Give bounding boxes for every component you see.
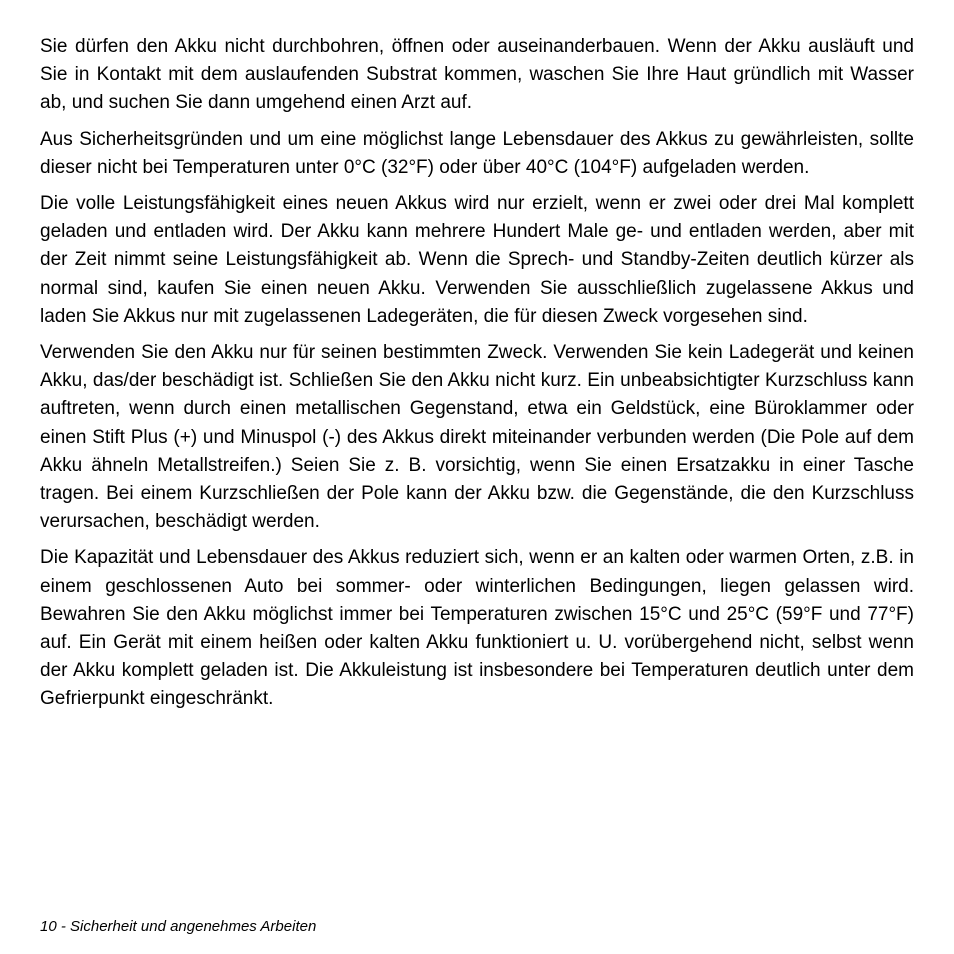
paragraph-battery-performance: Die volle Leistungsfähigkeit eines neuen Akkus wird nur erzielt, wenn er zwei oder drei Mal komplett geladen und entladen wird. Der Akku kann mehrere Hundert Male ge- und entladen werden, aber mit der Zeit nimmt seine Leistungsfähigkeit ab. Wenn die Sprech- und Standby-Zeiten deutlich kürzer als normal sind, kaufen Sie einen neuen Akku. Verwenden Sie ausschließlich zugelassene Akkus und laden Sie Akkus nur mit zugelassenen Ladegeräten, die für diesen Zweck vorgesehen sind. — [40, 193, 914, 327]
paragraph-charging-temperature: Aus Sicherheitsgründen und um eine möglichst lange Lebensdauer des Akkus zu gewährleisten, sollte dieser nicht bei Temperaturen unter 0°C (32°F) oder über 40°C (104°F) aufgeladen werden. — [40, 128, 914, 178]
paragraph-capacity-temperature: Die Kapazität und Lebensdauer des Akkus reduziert sich, wenn er an kalten oder warmen Orten, z.B. in einem geschlossenen Auto bei sommer- oder winterlichen Bedingungen, liegen gelassen wird. Bewahren Sie den Akku möglichst immer bei Temperaturen zwischen 15°C und 25°C (59°F und 77°F) auf. Ein Gerät mit einem heißen oder kalten Akku funktioniert u. U. vorübergehend nicht, selbst wenn der Akku komplett geladen ist. Die Akkuleistung ist insbesondere bei Temperaturen deutlich unter dem Gefrierpunkt eingeschränkt. — [40, 547, 914, 710]
document-body — [40, 33, 914, 722]
paragraph-short-circuit: Verwenden Sie den Akku nur für seinen bestimmten Zweck. Verwenden Sie kein Ladegerät und keinen Akku, das/der beschädigt ist. Schließen Sie den Akku nicht kurz. Ein unbeabsichtigter Kurzschluss kann auftreten, wenn durch einen metallischen Gegenstand, etwa ein Geldstück, eine Büroklammer oder einen Stift Plus (+) und Minuspol (-) des Akkus direkt miteinander verbunden werden (Die Pole auf dem Akku ähneln Metallstreifen.) Seien Sie z. B. vorsichtig, wenn Sie einen Ersatzakku in einer Tasche tragen. Bei einem Kurzschließen der Pole kann der Akku bzw. die Gegenstände, die den Kurzschluss verursachen, beschädigt werden. — [40, 342, 914, 533]
page-footer: 10 - Sicherheit und angenehmes Arbeiten — [40, 918, 317, 935]
paragraph-puncture-warning: Sie dürfen den Akku nicht durchbohren, öffnen oder auseinanderbauen. Wenn der Akku ausläuft und Sie in Kontakt mit dem auslaufenden Substrat kommen, waschen Sie Ihre Haut gründlich mit Wasser ab, und suchen Sie dann umgehend einen Arzt auf. — [40, 36, 914, 114]
